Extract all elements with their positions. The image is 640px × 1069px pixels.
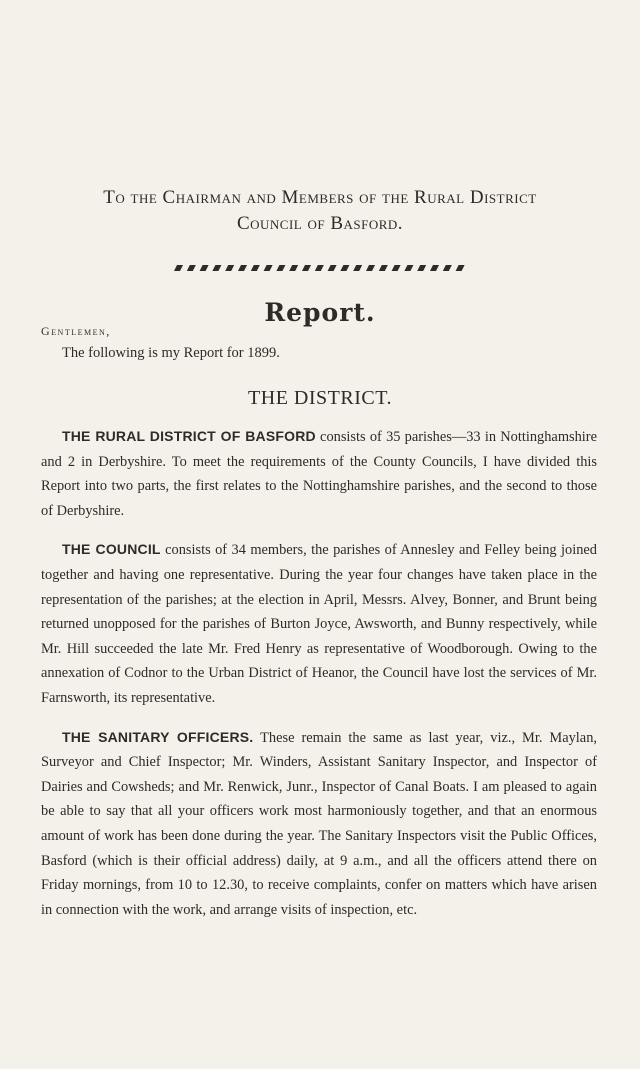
address-line-2: Council of Basford. [236, 213, 404, 234]
ornament-dash [264, 265, 273, 271]
paragraph-text: consists of 34 members, the parishes of Annesley and Felley being joined together and having one representative. During the year four changes have taken place in the representation of the parishes; at the election in April, Messrs. Alvey, Bonner, and Brunt being returned unopposed for the parishes of Burton Joyce, Awsworth, and Bunny respectively, while Mr. Hill succeeded the late Mr. Fred Henry as representative of Woodborough. Owing to the annexation of Codnor to the Urban District of Heanor, the Council have lost the services of Mr. Farnsworth, its representative. [41, 542, 597, 706]
paragraph-lead: THE SANITARY OFFICERS. [62, 728, 254, 745]
dash-ornament-icon [172, 264, 468, 272]
salutation: Gentlemen, [41, 324, 111, 338]
ornament-dash [456, 265, 465, 271]
ornament-dash [340, 265, 349, 271]
paragraph-text: These remain the same as last year, viz., Mr. Maylan, Surveyor and Chief Inspector; Mr. Winders, Assistant Sanitary Inspector, and Inspector of Dairies and Cowsheds; and Mr. Renwick, Junr., Inspector of Canal Boats. I am pleased to again be able to say that all your officers work most harmoniously together, and that an enormous amount of work has been done during the year. The Sanitary Inspectors visit the Public Offices, Basford (which is their official address) daily, at 9 a.m., and all the officers attend there on Friday mornings, from 10 to 12.30, to receive complaints, confer on matters which have arisen in connection with the work, and arrange visits of inspection, etc. [41, 729, 597, 918]
address-line-1: To the Chairman and Members of the Rural District [103, 187, 537, 208]
address-heading [40, 185, 600, 237]
ornament-dash [200, 265, 209, 271]
ornament-dash [443, 265, 452, 271]
body-text [41, 424, 597, 936]
intro-line: The following is my Report for 1899. [62, 345, 280, 361]
section-heading: THE DISTRICT. [248, 387, 392, 409]
ornament-dash [392, 265, 401, 271]
paragraph-lead: THE RURAL DISTRICT OF BASFORD [62, 428, 316, 444]
ornament-dash [238, 265, 247, 271]
ornament-dash [302, 265, 311, 271]
ornament-dash [251, 265, 260, 271]
ornament-dash [289, 265, 298, 271]
ornament-dash [315, 265, 324, 271]
ornament-dash [353, 265, 362, 271]
paragraph-text: consists of 35 parishes—33 in Nottinghamshire and 2 in Derbyshire. To meet the requirements of the County Councils, I have divided this Report into two parts, the first relates to the Nottinghamshire parishes, and the second to those of Derbyshire. [41, 429, 597, 519]
ornament-dash [225, 265, 234, 271]
ornament-dash [366, 265, 375, 271]
ornament-dash [212, 265, 221, 271]
paragraph-lead: THE COUNCIL [62, 541, 161, 558]
ornament-dash [404, 265, 413, 271]
ornament-dash [276, 265, 285, 271]
ornament-dash [328, 265, 337, 271]
decorative-rule [172, 264, 468, 272]
ornament-dash [430, 265, 439, 271]
paragraph-sanitary-officers [41, 725, 597, 923]
report-title: Report. [264, 298, 376, 327]
paragraph-council [41, 537, 597, 710]
paragraph-rural-district [41, 424, 597, 523]
ornament-dash [417, 265, 426, 271]
ornament-dash [187, 265, 196, 271]
ornament-dash [379, 265, 388, 271]
ornament-dash [174, 265, 183, 271]
